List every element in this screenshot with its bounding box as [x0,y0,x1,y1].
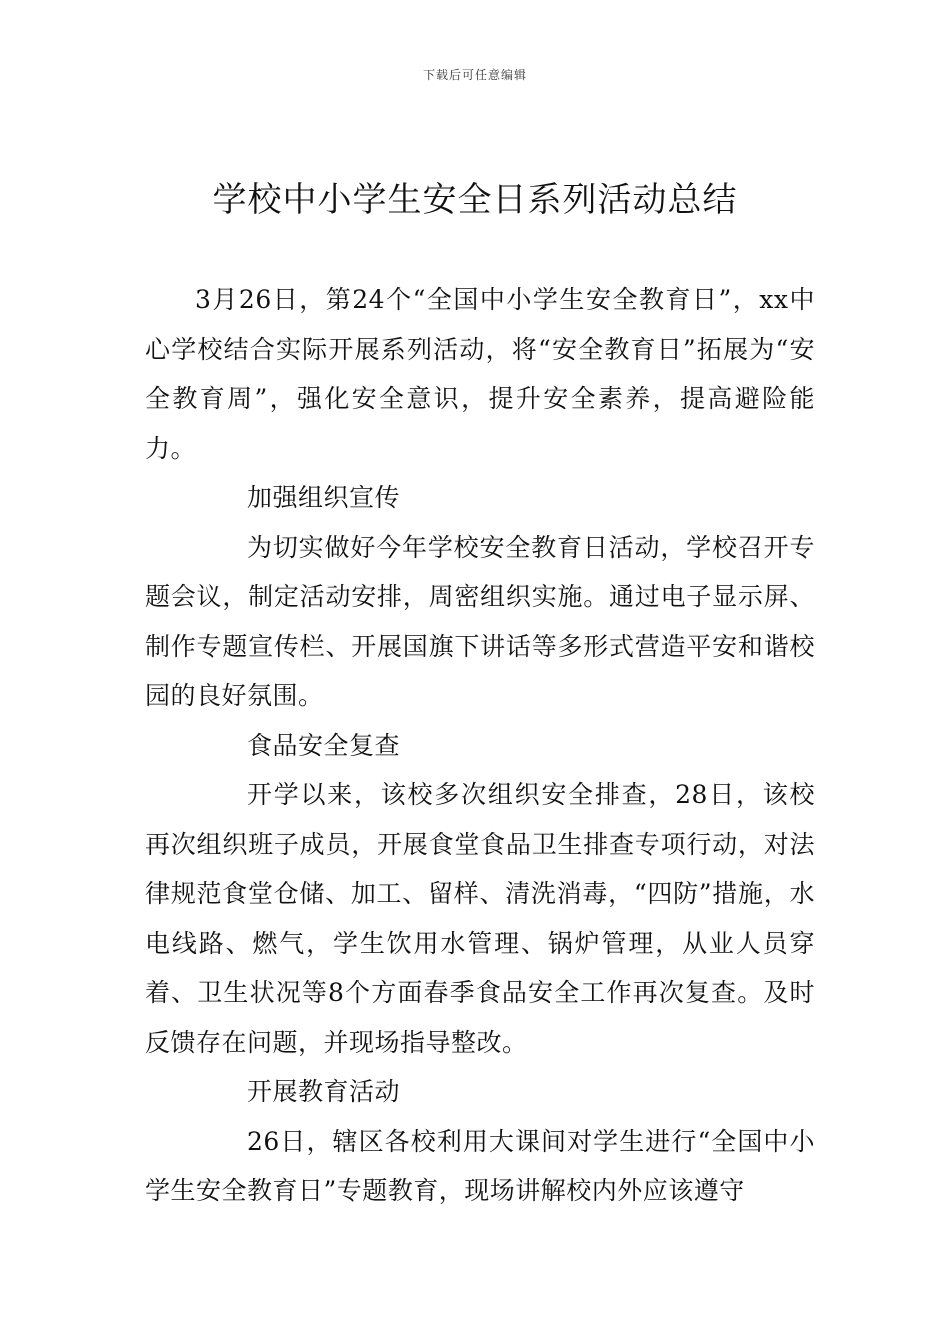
section-heading: 开展教育活动 [247,1077,401,1106]
document-body [145,275,815,1216]
section-heading: 食品安全复查 [247,730,401,760]
section-paragraph: 为切实做好今年学校安全教育日活动，学校召开专题会议，制定活动安排，周密组织实施。通过电子显示屏、制作专题宣传栏、开展国旗下讲话等多形式营造平安和谐校园的良好氛围。 [145,532,815,710]
section-paragraph: 26日，辖区各校利用大课间对学生进行“全国中小学生安全教育日”专题教育，现场讲解校内外应该遵守 [145,1126,815,1205]
section-heading: 加强组织宣传 [247,483,401,512]
page-title: 学校中小学生安全日系列活动总结 [212,180,738,220]
intro-paragraph: 3月26日，第24个“全国中小学生安全教育日”，xx中心学校结合实际开展系列活动，将“安全教育日”拓展为“安全教育周”，强化安全意识，提升安全素养，提高避险能力。 [145,285,815,463]
header-note: 下载后可任意编辑 [422,68,527,82]
section-paragraph: 开学以来，该校多次组织安全排查，28日，该校再次组织班子成员，开展食堂食品卫生排查专项行动，对法律规范食堂仓储、加工、留样、清洗消毒，“四防”措施，水电线路、燃气，学生饮用水管理、锅炉管理，从业人员穿着、卫生状况等8个方面春季食品安全工作再次复查。及时反馈存在问题，并现场指导整改。 [145,780,815,1057]
